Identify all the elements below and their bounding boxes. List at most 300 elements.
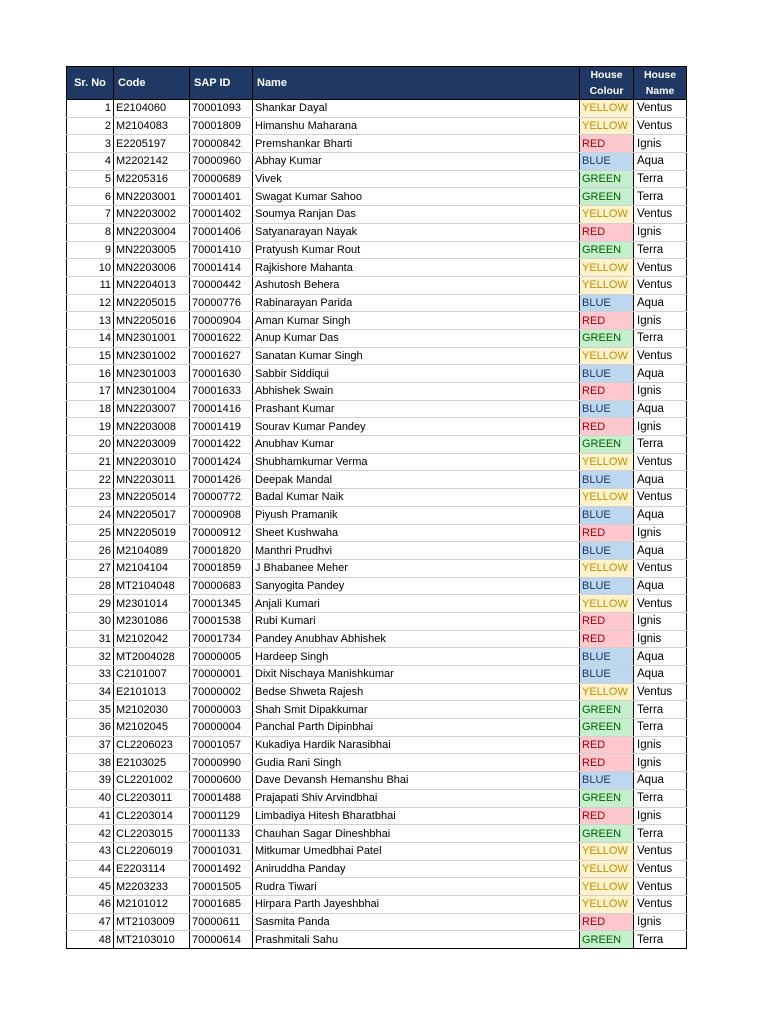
cell-house-colour: YELLOW bbox=[580, 559, 634, 577]
cell-sr-no: 44 bbox=[67, 860, 114, 878]
table-row bbox=[67, 648, 687, 666]
cell-sr-no: 23 bbox=[67, 489, 114, 507]
cell-house-name: Terra bbox=[634, 789, 687, 807]
cell-sap-id: 70000005 bbox=[190, 648, 253, 666]
cell-code: CL2203011 bbox=[114, 789, 190, 807]
cell-house-colour: RED bbox=[580, 223, 634, 241]
cell-sap-id: 70001093 bbox=[190, 100, 253, 118]
cell-code: MT2103009 bbox=[114, 913, 190, 931]
table-row bbox=[67, 223, 687, 241]
cell-name: Pandey Anubhav Abhishek bbox=[253, 630, 580, 648]
cell-house-name: Ignis bbox=[634, 612, 687, 630]
cell-house-colour: YELLOW bbox=[580, 276, 634, 294]
cell-house-colour: RED bbox=[580, 524, 634, 542]
cell-house-name: Terra bbox=[634, 825, 687, 843]
cell-house-name: Aqua bbox=[634, 400, 687, 418]
cell-sap-id: 70000611 bbox=[190, 913, 253, 931]
table-row bbox=[67, 117, 687, 135]
table-row bbox=[67, 329, 687, 347]
cell-code: CL2201002 bbox=[114, 772, 190, 790]
cell-sap-id: 70001424 bbox=[190, 453, 253, 471]
cell-house-name: Ignis bbox=[634, 312, 687, 330]
table-row bbox=[67, 772, 687, 790]
table-row bbox=[67, 347, 687, 365]
cell-code: MN2203007 bbox=[114, 400, 190, 418]
cell-code: M2203233 bbox=[114, 878, 190, 896]
cell-name: Anjali Kumari bbox=[253, 595, 580, 613]
cell-house-colour: RED bbox=[580, 612, 634, 630]
table-row bbox=[67, 701, 687, 719]
cell-sr-no: 40 bbox=[67, 789, 114, 807]
cell-house-colour: GREEN bbox=[580, 329, 634, 347]
cell-sap-id: 70001734 bbox=[190, 630, 253, 648]
cell-code: MN2203011 bbox=[114, 471, 190, 489]
cell-sap-id: 70001622 bbox=[190, 329, 253, 347]
table-row bbox=[67, 294, 687, 312]
cell-sap-id: 70001633 bbox=[190, 383, 253, 401]
cell-house-colour: YELLOW bbox=[580, 860, 634, 878]
header-sr-no: Sr. No bbox=[67, 67, 114, 100]
cell-sap-id: 70000842 bbox=[190, 135, 253, 153]
cell-house-colour: YELLOW bbox=[580, 100, 634, 118]
cell-house-name: Aqua bbox=[634, 471, 687, 489]
cell-house-name: Aqua bbox=[634, 772, 687, 790]
cell-name: Sanatan Kumar Singh bbox=[253, 347, 580, 365]
cell-house-name: Ventus bbox=[634, 595, 687, 613]
cell-sap-id: 70001505 bbox=[190, 878, 253, 896]
cell-code: M2104104 bbox=[114, 559, 190, 577]
cell-house-name: Ignis bbox=[634, 223, 687, 241]
cell-house-name: Ignis bbox=[634, 913, 687, 931]
cell-house-name: Aqua bbox=[634, 666, 687, 684]
cell-code: M2301014 bbox=[114, 595, 190, 613]
cell-code: CL2203015 bbox=[114, 825, 190, 843]
header-house-name: House Name bbox=[634, 67, 687, 100]
cell-sr-no: 32 bbox=[67, 648, 114, 666]
cell-sap-id: 70000772 bbox=[190, 489, 253, 507]
cell-house-colour: YELLOW bbox=[580, 453, 634, 471]
cell-sr-no: 24 bbox=[67, 506, 114, 524]
table-row bbox=[67, 754, 687, 772]
cell-name: Rubi Kumari bbox=[253, 612, 580, 630]
cell-sap-id: 70000004 bbox=[190, 719, 253, 737]
cell-code: M2202142 bbox=[114, 153, 190, 171]
cell-code: E2203114 bbox=[114, 860, 190, 878]
cell-sr-no: 12 bbox=[67, 294, 114, 312]
cell-sr-no: 30 bbox=[67, 612, 114, 630]
cell-sr-no: 17 bbox=[67, 383, 114, 401]
cell-house-colour: BLUE bbox=[580, 648, 634, 666]
cell-sap-id: 70000960 bbox=[190, 153, 253, 171]
cell-code: MT2104048 bbox=[114, 577, 190, 595]
cell-name: Hardeep Singh bbox=[253, 648, 580, 666]
cell-name: Hirpara Parth Jayeshbhai bbox=[253, 895, 580, 913]
cell-name: Sourav Kumar Pandey bbox=[253, 418, 580, 436]
cell-code: MN2203001 bbox=[114, 188, 190, 206]
cell-house-name: Ventus bbox=[634, 100, 687, 118]
cell-sr-no: 41 bbox=[67, 807, 114, 825]
cell-house-colour: YELLOW bbox=[580, 842, 634, 860]
cell-sr-no: 3 bbox=[67, 135, 114, 153]
cell-code: CL2206023 bbox=[114, 736, 190, 754]
cell-name: Dixit Nischaya Manishkumar bbox=[253, 666, 580, 684]
cell-house-colour: GREEN bbox=[580, 170, 634, 188]
cell-code: MT2103010 bbox=[114, 931, 190, 949]
cell-house-name: Aqua bbox=[634, 506, 687, 524]
table-row bbox=[67, 100, 687, 118]
cell-house-name: Aqua bbox=[634, 542, 687, 560]
header-name: Name bbox=[253, 67, 580, 100]
cell-house-colour: GREEN bbox=[580, 719, 634, 737]
table-row bbox=[67, 471, 687, 489]
cell-name: Kukadiya Hardik Narasibhai bbox=[253, 736, 580, 754]
cell-sap-id: 70001627 bbox=[190, 347, 253, 365]
cell-name: Satyanarayan Nayak bbox=[253, 223, 580, 241]
cell-code: MN2203006 bbox=[114, 259, 190, 277]
cell-house-name: Aqua bbox=[634, 577, 687, 595]
cell-sr-no: 1 bbox=[67, 100, 114, 118]
cell-name: J Bhabanee Meher bbox=[253, 559, 580, 577]
cell-sap-id: 70000683 bbox=[190, 577, 253, 595]
cell-house-name: Ventus bbox=[634, 206, 687, 224]
cell-name: Vivek bbox=[253, 170, 580, 188]
cell-name: Anup Kumar Das bbox=[253, 329, 580, 347]
cell-name: Pratyush Kumar Rout bbox=[253, 241, 580, 259]
cell-house-colour: RED bbox=[580, 630, 634, 648]
cell-house-name: Terra bbox=[634, 170, 687, 188]
cell-house-name: Ignis bbox=[634, 135, 687, 153]
cell-name: Abhay Kumar bbox=[253, 153, 580, 171]
cell-code: MN2203008 bbox=[114, 418, 190, 436]
cell-house-name: Ventus bbox=[634, 259, 687, 277]
cell-sr-no: 16 bbox=[67, 365, 114, 383]
table-row bbox=[67, 453, 687, 471]
table-row bbox=[67, 383, 687, 401]
cell-sap-id: 70001410 bbox=[190, 241, 253, 259]
cell-code: CL2206019 bbox=[114, 842, 190, 860]
table-row bbox=[67, 312, 687, 330]
table-row bbox=[67, 276, 687, 294]
cell-name: Sasmita Panda bbox=[253, 913, 580, 931]
cell-sr-no: 48 bbox=[67, 931, 114, 949]
cell-house-colour: YELLOW bbox=[580, 259, 634, 277]
table-row bbox=[67, 719, 687, 737]
cell-name: Sheet Kushwaha bbox=[253, 524, 580, 542]
table-row bbox=[67, 577, 687, 595]
cell-sr-no: 35 bbox=[67, 701, 114, 719]
cell-name: Deepak Mandal bbox=[253, 471, 580, 489]
cell-sr-no: 25 bbox=[67, 524, 114, 542]
table-row bbox=[67, 153, 687, 171]
cell-sap-id: 70001820 bbox=[190, 542, 253, 560]
cell-sap-id: 70000001 bbox=[190, 666, 253, 684]
cell-sr-no: 5 bbox=[67, 170, 114, 188]
cell-house-name: Ignis bbox=[634, 807, 687, 825]
cell-sap-id: 70001402 bbox=[190, 206, 253, 224]
cell-sr-no: 37 bbox=[67, 736, 114, 754]
table-row bbox=[67, 736, 687, 754]
table-row bbox=[67, 365, 687, 383]
cell-code: MN2301001 bbox=[114, 329, 190, 347]
cell-name: Aniruddha Panday bbox=[253, 860, 580, 878]
cell-house-colour: GREEN bbox=[580, 241, 634, 259]
table-row bbox=[67, 418, 687, 436]
cell-house-colour: GREEN bbox=[580, 931, 634, 949]
cell-code: MN2301004 bbox=[114, 383, 190, 401]
cell-house-colour: BLUE bbox=[580, 294, 634, 312]
cell-house-name: Ventus bbox=[634, 878, 687, 896]
table-row bbox=[67, 807, 687, 825]
header-sap-id: SAP ID bbox=[190, 67, 253, 100]
table-row bbox=[67, 170, 687, 188]
cell-code: CL2203014 bbox=[114, 807, 190, 825]
cell-house-colour: RED bbox=[580, 135, 634, 153]
cell-code: M2205316 bbox=[114, 170, 190, 188]
cell-house-name: Aqua bbox=[634, 648, 687, 666]
table-row bbox=[67, 860, 687, 878]
cell-name: Bedse Shweta Rajesh bbox=[253, 683, 580, 701]
cell-sr-no: 6 bbox=[67, 188, 114, 206]
cell-code: MN2203010 bbox=[114, 453, 190, 471]
cell-house-colour: YELLOW bbox=[580, 206, 634, 224]
cell-sr-no: 31 bbox=[67, 630, 114, 648]
cell-name: Sanyogita Pandey bbox=[253, 577, 580, 595]
cell-code: C2101007 bbox=[114, 666, 190, 684]
cell-house-name: Terra bbox=[634, 701, 687, 719]
cell-code: MN2301002 bbox=[114, 347, 190, 365]
cell-code: MN2301003 bbox=[114, 365, 190, 383]
cell-sr-no: 34 bbox=[67, 683, 114, 701]
table-row bbox=[67, 188, 687, 206]
cell-sr-no: 28 bbox=[67, 577, 114, 595]
cell-house-colour: BLUE bbox=[580, 471, 634, 489]
cell-name: Badal Kumar Naik bbox=[253, 489, 580, 507]
cell-house-name: Ventus bbox=[634, 559, 687, 577]
cell-house-name: Aqua bbox=[634, 153, 687, 171]
cell-house-name: Terra bbox=[634, 188, 687, 206]
cell-sr-no: 14 bbox=[67, 329, 114, 347]
cell-sap-id: 70000600 bbox=[190, 772, 253, 790]
cell-name: Limbadiya Hitesh Bharatbhai bbox=[253, 807, 580, 825]
cell-sr-no: 10 bbox=[67, 259, 114, 277]
cell-name: Dave Devansh Hemanshu Bhai bbox=[253, 772, 580, 790]
cell-name: Abhishek Swain bbox=[253, 383, 580, 401]
house-allocation-table bbox=[66, 66, 687, 949]
cell-sr-no: 39 bbox=[67, 772, 114, 790]
cell-name: Prashant Kumar bbox=[253, 400, 580, 418]
cell-name: Chauhan Sagar Dineshbhai bbox=[253, 825, 580, 843]
cell-sap-id: 70001031 bbox=[190, 842, 253, 860]
table-row bbox=[67, 241, 687, 259]
cell-house-colour: BLUE bbox=[580, 772, 634, 790]
cell-sap-id: 70001057 bbox=[190, 736, 253, 754]
cell-house-colour: YELLOW bbox=[580, 595, 634, 613]
cell-name: Rabinarayan Parida bbox=[253, 294, 580, 312]
table-row bbox=[67, 630, 687, 648]
cell-house-name: Ventus bbox=[634, 489, 687, 507]
cell-sr-no: 42 bbox=[67, 825, 114, 843]
table-row bbox=[67, 489, 687, 507]
cell-name: Gudia Rani Singh bbox=[253, 754, 580, 772]
cell-sap-id: 70001809 bbox=[190, 117, 253, 135]
cell-house-colour: YELLOW bbox=[580, 489, 634, 507]
table-row bbox=[67, 683, 687, 701]
cell-sr-no: 45 bbox=[67, 878, 114, 896]
cell-name: Swagat Kumar Sahoo bbox=[253, 188, 580, 206]
cell-sr-no: 2 bbox=[67, 117, 114, 135]
cell-code: M2102045 bbox=[114, 719, 190, 737]
cell-sr-no: 19 bbox=[67, 418, 114, 436]
table-row bbox=[67, 506, 687, 524]
cell-sap-id: 70001414 bbox=[190, 259, 253, 277]
cell-sr-no: 7 bbox=[67, 206, 114, 224]
cell-code: E2205197 bbox=[114, 135, 190, 153]
cell-house-colour: YELLOW bbox=[580, 117, 634, 135]
cell-sr-no: 33 bbox=[67, 666, 114, 684]
table-row bbox=[67, 259, 687, 277]
cell-house-colour: BLUE bbox=[580, 577, 634, 595]
cell-name: Mitkumar Umedbhai Patel bbox=[253, 842, 580, 860]
cell-house-name: Aqua bbox=[634, 365, 687, 383]
cell-sap-id: 70001401 bbox=[190, 188, 253, 206]
table-row bbox=[67, 400, 687, 418]
cell-code: M2102042 bbox=[114, 630, 190, 648]
cell-sap-id: 70001416 bbox=[190, 400, 253, 418]
table-row bbox=[67, 524, 687, 542]
cell-house-name: Ventus bbox=[634, 895, 687, 913]
cell-code: MN2203005 bbox=[114, 241, 190, 259]
cell-code: M2104089 bbox=[114, 542, 190, 560]
cell-house-name: Ventus bbox=[634, 860, 687, 878]
cell-code: MT2004028 bbox=[114, 648, 190, 666]
cell-house-colour: BLUE bbox=[580, 666, 634, 684]
cell-code: M2101012 bbox=[114, 895, 190, 913]
cell-sap-id: 70000002 bbox=[190, 683, 253, 701]
cell-sr-no: 46 bbox=[67, 895, 114, 913]
cell-house-colour: RED bbox=[580, 913, 634, 931]
cell-sr-no: 18 bbox=[67, 400, 114, 418]
cell-house-name: Ventus bbox=[634, 347, 687, 365]
cell-sap-id: 70001422 bbox=[190, 436, 253, 454]
cell-house-colour: YELLOW bbox=[580, 895, 634, 913]
cell-sr-no: 13 bbox=[67, 312, 114, 330]
cell-house-colour: GREEN bbox=[580, 436, 634, 454]
cell-sap-id: 70000990 bbox=[190, 754, 253, 772]
header-row bbox=[67, 67, 687, 100]
cell-sr-no: 43 bbox=[67, 842, 114, 860]
table-row bbox=[67, 825, 687, 843]
cell-house-colour: BLUE bbox=[580, 400, 634, 418]
cell-house-colour: BLUE bbox=[580, 506, 634, 524]
cell-name: Soumya Ranjan Das bbox=[253, 206, 580, 224]
cell-sap-id: 70001859 bbox=[190, 559, 253, 577]
cell-name: Panchal Parth Dipinbhai bbox=[253, 719, 580, 737]
cell-sr-no: 36 bbox=[67, 719, 114, 737]
cell-code: MN2205019 bbox=[114, 524, 190, 542]
cell-house-name: Terra bbox=[634, 931, 687, 949]
cell-code: MN2203002 bbox=[114, 206, 190, 224]
cell-house-colour: GREEN bbox=[580, 188, 634, 206]
cell-name: Anubhav Kumar bbox=[253, 436, 580, 454]
cell-code: M2104083 bbox=[114, 117, 190, 135]
cell-sap-id: 70000614 bbox=[190, 931, 253, 949]
cell-house-name: Ventus bbox=[634, 453, 687, 471]
cell-sap-id: 70001630 bbox=[190, 365, 253, 383]
cell-sap-id: 70001492 bbox=[190, 860, 253, 878]
table-row bbox=[67, 842, 687, 860]
cell-house-colour: GREEN bbox=[580, 789, 634, 807]
cell-house-name: Terra bbox=[634, 719, 687, 737]
cell-house-colour: RED bbox=[580, 807, 634, 825]
cell-name: Sabbir Siddiqui bbox=[253, 365, 580, 383]
cell-sap-id: 70001133 bbox=[190, 825, 253, 843]
cell-house-name: Terra bbox=[634, 329, 687, 347]
cell-name: Rajkishore Mahanta bbox=[253, 259, 580, 277]
cell-house-name: Ignis bbox=[634, 754, 687, 772]
cell-house-colour: BLUE bbox=[580, 153, 634, 171]
table-row bbox=[67, 931, 687, 949]
cell-house-name: Terra bbox=[634, 436, 687, 454]
cell-house-name: Ignis bbox=[634, 524, 687, 542]
cell-name: Prashmitali Sahu bbox=[253, 931, 580, 949]
cell-house-colour: BLUE bbox=[580, 542, 634, 560]
cell-code: E2103025 bbox=[114, 754, 190, 772]
cell-sr-no: 21 bbox=[67, 453, 114, 471]
cell-house-colour: RED bbox=[580, 736, 634, 754]
cell-house-colour: GREEN bbox=[580, 825, 634, 843]
cell-sap-id: 70001129 bbox=[190, 807, 253, 825]
cell-sr-no: 22 bbox=[67, 471, 114, 489]
cell-name: Shah Smit Dipakkumar bbox=[253, 701, 580, 719]
cell-sr-no: 15 bbox=[67, 347, 114, 365]
cell-house-name: Ventus bbox=[634, 683, 687, 701]
cell-house-colour: RED bbox=[580, 754, 634, 772]
cell-house-name: Ignis bbox=[634, 418, 687, 436]
cell-sr-no: 20 bbox=[67, 436, 114, 454]
cell-sr-no: 9 bbox=[67, 241, 114, 259]
cell-sap-id: 70000003 bbox=[190, 701, 253, 719]
cell-sr-no: 38 bbox=[67, 754, 114, 772]
table-row bbox=[67, 666, 687, 684]
cell-house-colour: GREEN bbox=[580, 701, 634, 719]
cell-sap-id: 70001406 bbox=[190, 223, 253, 241]
cell-name: Himanshu Maharana bbox=[253, 117, 580, 135]
cell-house-colour: RED bbox=[580, 312, 634, 330]
cell-code: M2301086 bbox=[114, 612, 190, 630]
table-row bbox=[67, 895, 687, 913]
table-row bbox=[67, 595, 687, 613]
cell-sap-id: 70000908 bbox=[190, 506, 253, 524]
cell-code: MN2205016 bbox=[114, 312, 190, 330]
cell-sr-no: 29 bbox=[67, 595, 114, 613]
cell-sr-no: 27 bbox=[67, 559, 114, 577]
cell-house-name: Aqua bbox=[634, 294, 687, 312]
cell-name: Piyush Pramanik bbox=[253, 506, 580, 524]
cell-sap-id: 70000442 bbox=[190, 276, 253, 294]
cell-code: E2104060 bbox=[114, 100, 190, 118]
cell-sap-id: 70000912 bbox=[190, 524, 253, 542]
cell-name: Premshankar Bharti bbox=[253, 135, 580, 153]
cell-code: MN2205015 bbox=[114, 294, 190, 312]
table-row bbox=[67, 913, 687, 931]
cell-sr-no: 26 bbox=[67, 542, 114, 560]
cell-sap-id: 70001685 bbox=[190, 895, 253, 913]
cell-sap-id: 70001419 bbox=[190, 418, 253, 436]
cell-house-colour: YELLOW bbox=[580, 878, 634, 896]
cell-sap-id: 70001488 bbox=[190, 789, 253, 807]
table-row bbox=[67, 878, 687, 896]
cell-sap-id: 70001345 bbox=[190, 595, 253, 613]
